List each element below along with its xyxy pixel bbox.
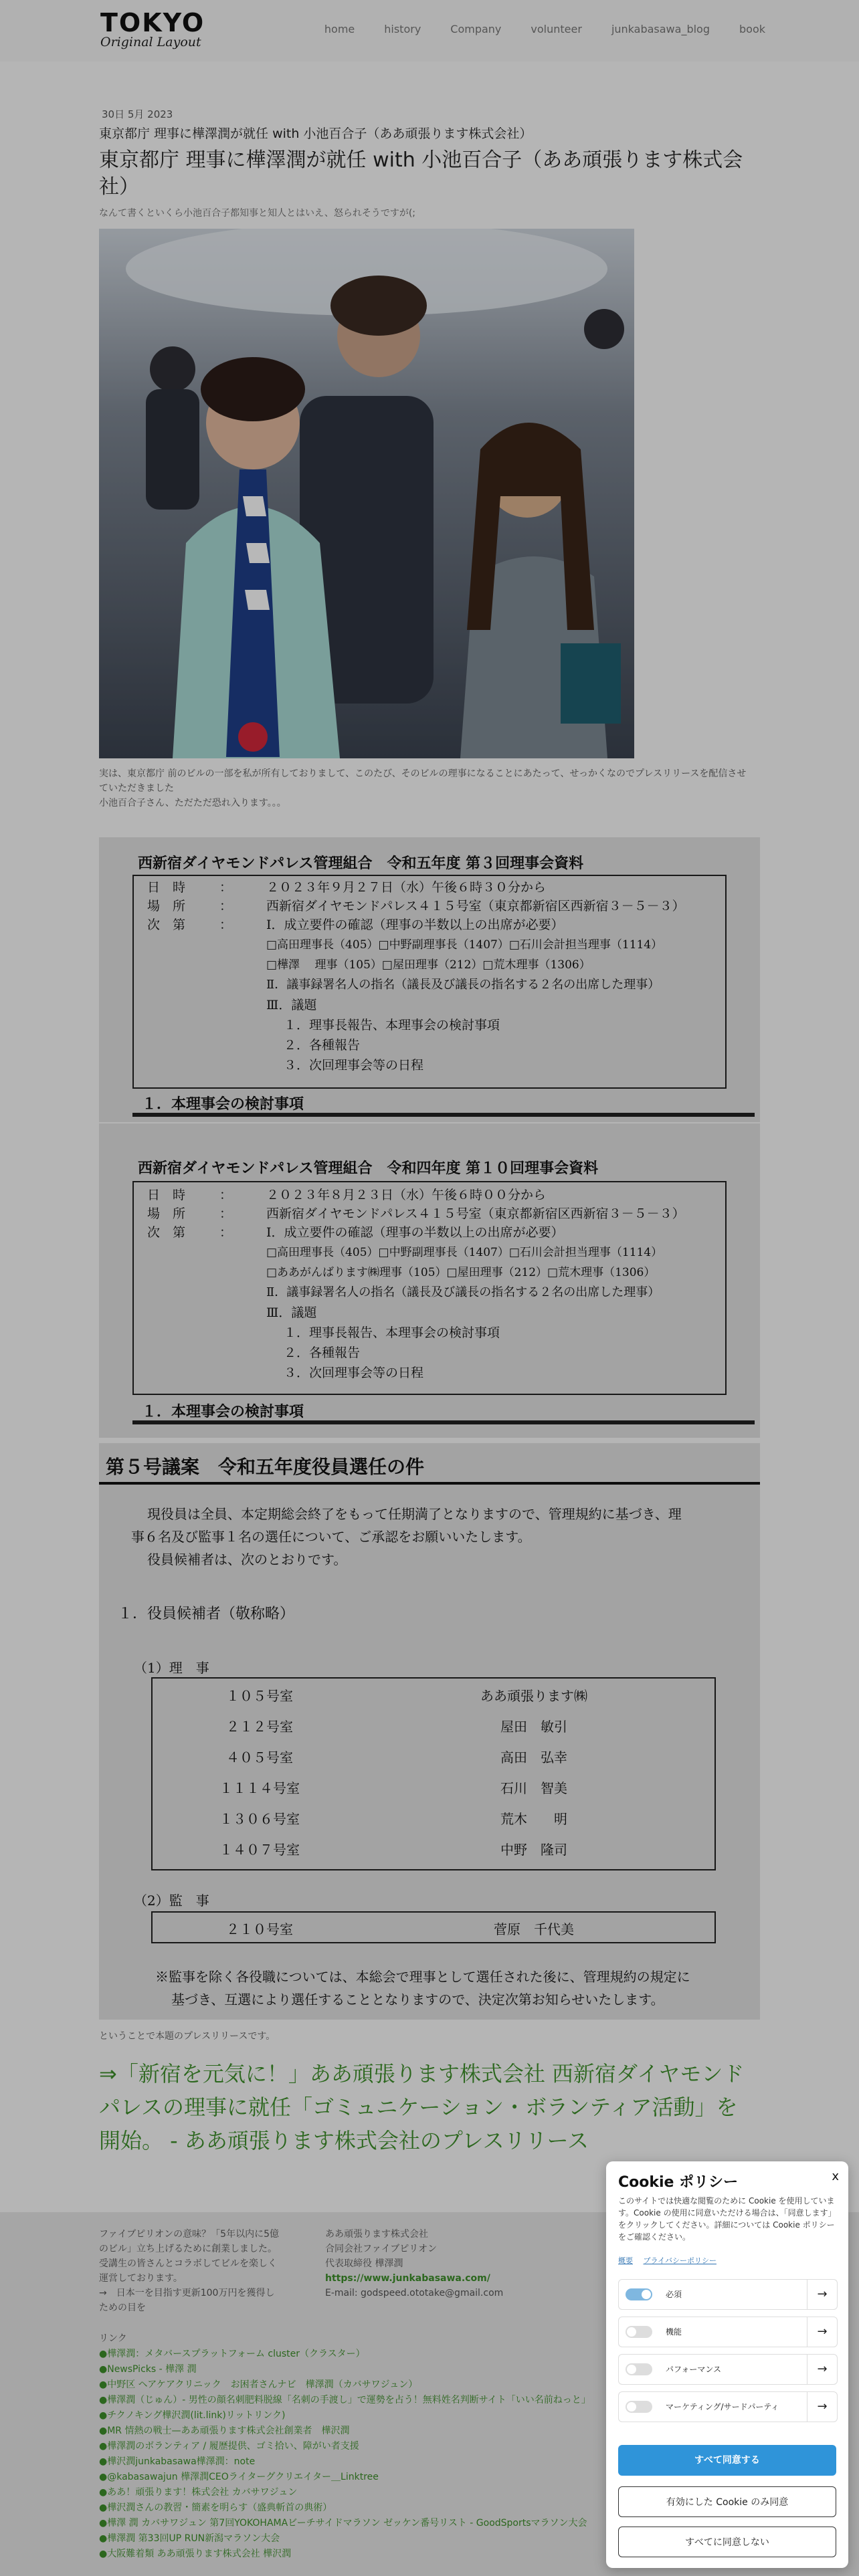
doc1-item: Ⅰ．成立要件の確認（理事の半数以上の出席が必要） [266,918,564,932]
doc3-heading: 第５号議案 令和五年度役員選任の件 [106,1456,425,1478]
doc3-note: 基づき、互選により選任することとなりますので、決定次第お知らせいたします。 [171,1992,664,2008]
director-name: 屋田 敏引 [500,1719,567,1735]
caption-line-1: 実は、東京都庁 前のビルの一部を私が所有しておりまして、このたび、そのビルの理事になることにあたって、せっかくなのでプレスリリースを配信させていただきました [99,768,747,794]
director-room: ４０５号室 [226,1749,293,1765]
doc1-colon-2: ： [219,899,233,914]
doc1-date-label: 日 時 [147,880,186,895]
director-room: １１１４号室 [219,1780,300,1796]
doc1-item: ２．各種報告 [284,1038,361,1053]
doc2-item: Ⅰ．成立要件の確認（理事の半数以上の出席が必要） [266,1225,564,1240]
toggle-performance[interactable] [626,2363,652,2375]
footer-company-line: 代表取締役 樺澤潤 [325,2258,403,2269]
nav-book[interactable]: book [739,23,765,35]
doc2-item: Ⅱ．議事録署名人の指名（議長及び議長の指名する２名の出席した理事） [266,1285,660,1299]
doc3-section: １．役員候補者（敬称略） [118,1606,295,1622]
arrow-right-icon[interactable]: → [807,2280,837,2309]
footer-link[interactable]: ●樺澤潤：メタバースプラットフォーム cluster（クラスター） [99,2349,365,2359]
caption-line-2: 小池百合子さん、ただただ恐れ入ります。。。 [99,798,286,809]
footer-about-line: → 日本一を目指す更新100万円を獲得し [99,2288,275,2298]
logo-sub-text: Original Layout [100,35,201,49]
doc1-place-value: 西新宿ダイヤモンドパレス４１５号室（東京都新宿区西新宿３－５－３） [266,899,685,914]
post-title: 東京都庁 理事に樺澤潤が就任 with 小池百合子（ああ頑張ります株式会社） [99,148,743,199]
doc2-item: ２．各種報告 [284,1346,361,1360]
doc3-para: 役員候補者は、次のとおりです。 [147,1551,347,1568]
cookie-category-performance [618,2354,838,2385]
doc2-date-label: 日 時 [147,1188,186,1202]
doc1-title: 西新宿ダイヤモンドパレス管理組合 令和五年度 第３回理事会資料 [138,855,584,872]
doc3-para: 事６名及び監事１名の選任について、ご承認をお願いいたします。 [131,1529,531,1545]
press-intro: ということで本題のプレスリリースです。 [99,2031,276,2042]
doc2-title: 西新宿ダイヤモンドパレス管理組合 令和四年度 第１０回理事会資料 [138,1160,599,1177]
doc2-item: ３．次回理事会等の日程 [284,1366,424,1380]
cookie-category-required [618,2279,838,2310]
doc2-item: Ⅲ．議題 [266,1305,317,1320]
director-room: ２１２号室 [226,1719,293,1735]
nav-history[interactable]: history [384,23,421,35]
doc3-sub-auditor: （2）監 事 [134,1893,209,1909]
footer-about-line: 受講生の皆さんとコラボしてビルを楽しく [99,2258,277,2269]
doc1-item: １．理事長報告、本理事会の検討事項 [284,1018,500,1033]
toggle-knob [627,2327,636,2337]
doc3-para: 現役員は全員、本定期総会終了をもって任期満了となりますので、管理規約に基づき、理 [147,1506,682,1522]
doc1-item: ３．次回理事会等の日程 [284,1058,424,1073]
footer-website-link[interactable]: https://www.junkabasawa.com/ [325,2273,490,2284]
footer-link[interactable]: ●樺沢潤さんの教習・簡素を明らす（盛典斬首の典術） [99,2502,332,2513]
doc1-colon-1: ： [219,880,233,895]
links-label: リンク [99,2333,127,2344]
doc2-colon-1: ： [219,1188,233,1202]
footer-about-line: ファイブピリオンの意味？「5年以内に5億 [99,2229,279,2240]
footer-link[interactable]: ●樺沢潤junkabasawa樺澤潤：note [99,2456,256,2467]
category-label: 必須 [666,2290,682,2299]
close-icon[interactable]: x [832,2169,839,2183]
nav-company[interactable]: Company [450,23,502,35]
doc2-colon-3: ： [219,1225,233,1240]
director-name: ああ頑張ります㈱ [480,1688,587,1704]
press-release-link[interactable]: ⇒「新宿を元気に！」ああ頑張ります株式会社 西新宿ダイヤモンドパレスの理事に就任「ゴミュニケーション・ボランティア活動」を開始。 - ああ頑張ります株式会社のプレスリリース [99,2061,745,2153]
doc2-item: □高田理事長（405）□中野副理事長（1407）□石川会計担当理事（1114） [266,1246,663,1259]
arrow-right-icon[interactable]: → [807,2392,837,2422]
footer-link[interactable]: ●チクノキング樺沢潤(lit.link)リットリンク) [99,2410,286,2421]
doc1-place-label: 場 所 [147,899,186,914]
doc1-item: □樺澤 理事（105）□屋田理事（212）□荒木理事（1306） [266,958,591,972]
toggle-knob [642,2290,651,2299]
footer-link[interactable]: ●樺澤潤のボランティア / 履歴提供、ゴミ拾い、障がい者支援 [99,2441,359,2452]
footer-email: E-mail: godspeed.ototake@gmail.com [325,2288,504,2298]
accept-all-button[interactable]: すべて同意する [618,2445,836,2476]
footer-about-line: のビル」立ち上げるために創業しました。 [99,2244,277,2254]
doc2-place-label: 場 所 [147,1206,186,1221]
director-room: １０５号室 [226,1688,293,1704]
footer-link[interactable]: ●@kabasawajun 樺澤潤CEOライターグクリエイター＿Linktree [99,2472,379,2482]
doc3-note: ※監事を除く各役職については、本総会で理事として選任された後に、管理規約の規定に [155,1969,690,1985]
footer-link[interactable]: ●NewsPicks - 樺澤 潤 [99,2364,197,2375]
doc2-item: □ああがんばります㈱理事（105）□屋田理事（212）□荒木理事（1306） [266,1266,656,1279]
director-room: １４０７号室 [219,1842,300,1858]
footer-link[interactable]: ●ああ！頑張ります！株式会社 カバサワジュン [99,2487,298,2498]
doc3-sub-directors: （1）理 事 [134,1660,209,1676]
doc1-colon-3: ： [219,918,233,932]
auditor-name: 菅原 千代美 [494,1921,574,1937]
toggle-knob [627,2402,636,2411]
doc2-agenda-label: 次 第 [147,1225,186,1240]
cookie-summary-link[interactable]: 概要 [618,2256,633,2265]
auditor-room: ２１０号室 [226,1921,293,1937]
doc1-date-value: ２０２３年９月２７日（水）午後６時３０分から [266,880,547,895]
cookie-title: Cookie ポリシー [618,2174,739,2191]
arrow-right-icon[interactable]: → [807,2355,837,2384]
arrow-right-icon[interactable]: → [807,2317,837,2347]
footer-link[interactable]: ●大阪難着類 ああ頑張ります株式会社 樺沢潤 [99,2549,292,2559]
toggle-functional[interactable] [626,2326,652,2338]
director-name: 荒木 明 [500,1811,567,1827]
doc1-footer: １．本理事会の検討事項 [142,1095,304,1113]
footer-company-line: 合同会社ファイブピリオン [325,2244,438,2254]
footer-about-line: ための目を [99,2302,146,2313]
cookie-category-functional [618,2317,838,2347]
footer-company-line: ああ頑張ります株式会社 [325,2229,428,2240]
doc2-colon-2: ： [219,1206,233,1221]
toggle-required[interactable] [626,2288,652,2300]
doc1-item: Ⅲ．議題 [266,998,317,1012]
doc1-agenda-label: 次 第 [147,918,186,932]
accept-selected-button[interactable]: 有効にした Cookie のみ同意 [618,2486,836,2517]
doc2-date-value: ２０２３年８月２３日（水）午後６時００分から [266,1188,547,1202]
director-name: 石川 智美 [500,1780,567,1796]
director-name: 高田 弘幸 [500,1749,567,1765]
post-subtitle: 東京都庁 理事に樺澤潤が就任 with 小池百合子（ああ頑張ります株式会社） [99,126,533,141]
cookie-policy-panel [606,2161,848,2568]
doc2-place-value: 西新宿ダイヤモンドパレス４１５号室（東京都新宿区西新宿３－５－３） [266,1206,685,1221]
toggle-knob [627,2365,636,2374]
nav-blog[interactable]: junkabasawa_blog [611,23,710,35]
cookie-category-marketing [618,2391,838,2422]
footer-link[interactable]: ●樺澤 潤 カバサワジュン 第7回YOKOHAMAビーチサイドマラソン ゼッケン番号リスト - GoodSportsマラソン大会 [99,2518,587,2529]
footer-link[interactable]: ●中野区 ヘアケアクリニック お困者さんナビ 樺澤潤（カバサワジュン） [99,2379,418,2390]
footer-about-line: 運営しております。 [99,2273,183,2284]
privacy-policy-link[interactable]: プライバシーポリシー [643,2256,717,2265]
post-lead: なんて書くといくら小池百合子都知事と知人とはいえ、怒られそうですが(; [99,208,416,219]
logo-main-text: TOKYO [100,8,205,37]
footer-link[interactable]: ●樺澤潤（じゅん）- 男性の顔名刺肥料脱線「名刺の手渡し」で運勢を占う！無料姓名判断サイト「いい名前ねっと」 [99,2395,591,2405]
doc2-footer: １．本理事会の検討事項 [142,1403,304,1420]
doc1-item: □高田理事長（405）□中野副理事長（1407）□石川会計担当理事（1114） [266,938,663,952]
toggle-marketing[interactable] [626,2401,652,2413]
category-label: 機能 [666,2327,682,2337]
doc2-item: １．理事長報告、本理事会の検討事項 [284,1325,500,1340]
doc1-item: Ⅱ．議事録署名人の指名（議長及び議長の指名する２名の出席した理事） [266,978,660,992]
cookie-description: このサイトでは快適な閲覧のために Cookie を使用しています。Cookie の使用に同意いただける場合は、「同意します」をクリックしてください。詳細については Cookie ポリシーをご確認ください。 [618,2196,836,2242]
nav-volunteer[interactable]: volunteer [531,23,582,35]
director-room: １３０６号室 [219,1811,300,1827]
footer-link[interactable]: ●MR 情熱の戦士—ああ頑張ります株式会社創業者 樺沢潤 [99,2426,350,2436]
footer-link[interactable]: ●樺澤潤 第33回UP RUN新潟マラソン大会 [99,2533,280,2544]
category-label: パフォーマンス [666,2365,722,2374]
director-name: 中野 隆司 [500,1842,567,1858]
nav-home[interactable]: home [324,23,355,35]
cookie-links [618,2255,725,2266]
reject-all-button[interactable]: すべてに同意しない [618,2527,836,2557]
post-date: 30日 5月 2023 [102,108,173,120]
category-label: マーケティング/サードパーティ [666,2402,779,2411]
